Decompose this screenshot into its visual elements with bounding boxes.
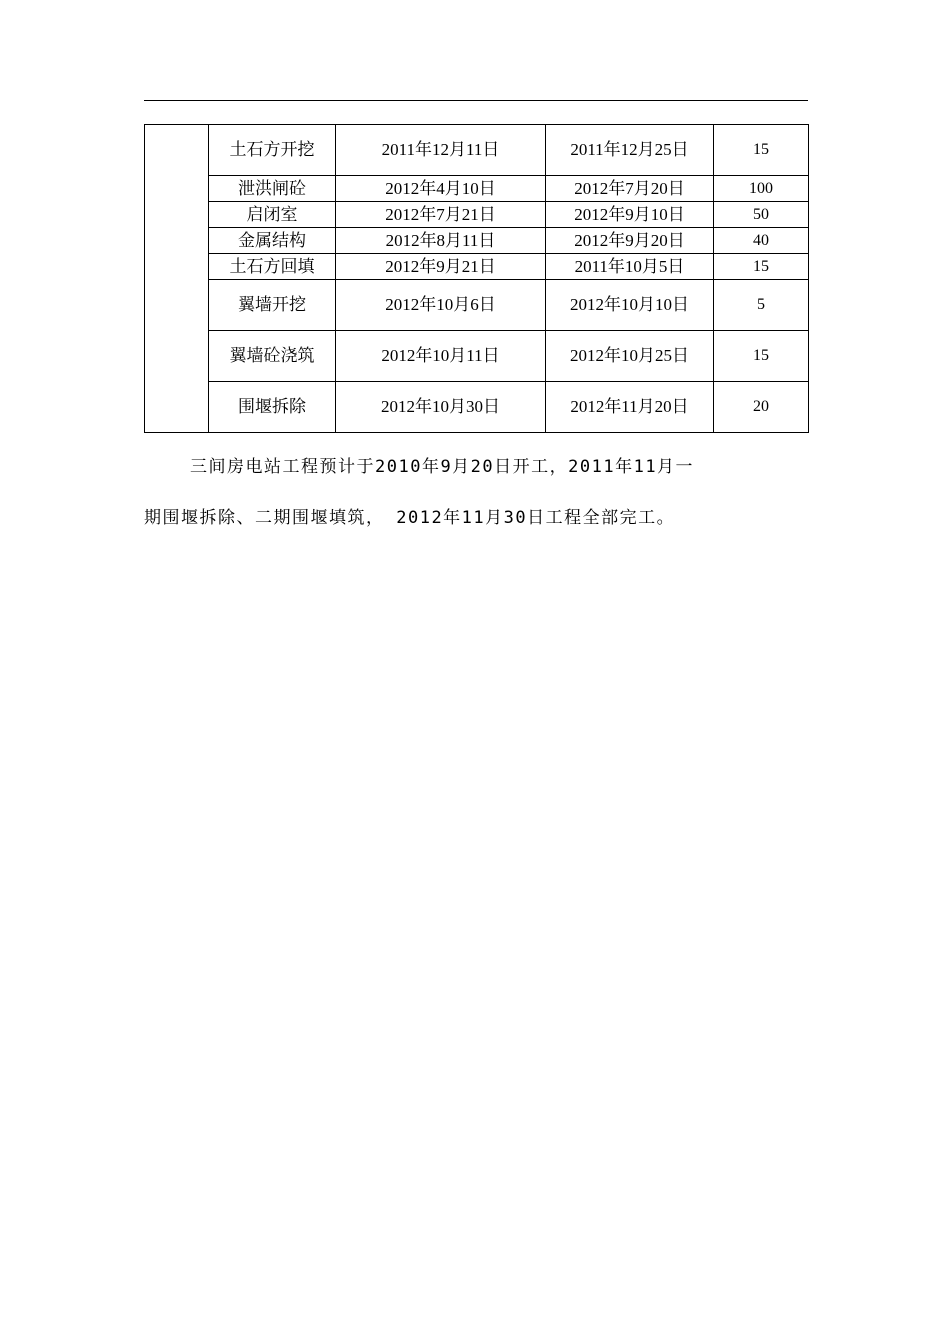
schedule-table-body	[145, 125, 809, 433]
task-cell: 翼墙开挖	[209, 280, 336, 331]
table-row	[145, 382, 809, 433]
duration-cell: 20	[714, 382, 809, 433]
start-date-cell: 2012年9月21日	[336, 254, 546, 280]
start-date-cell: 2012年4月10日	[336, 176, 546, 202]
end-date-cell: 2012年10月10日	[546, 280, 714, 331]
end-date-cell: 2012年10月25日	[546, 331, 714, 382]
end-date-cell: 2012年7月20日	[546, 176, 714, 202]
paragraph-line-1: 三间房电站工程预计于2010年9月20日开工，2011年11月一	[190, 457, 695, 477]
duration-cell: 50	[714, 202, 809, 228]
task-cell: 泄洪闸砼	[209, 176, 336, 202]
start-date-cell: 2012年10月30日	[336, 382, 546, 433]
end-date-cell: 2012年9月20日	[546, 228, 714, 254]
table-row	[145, 280, 809, 331]
task-cell: 土石方回填	[209, 254, 336, 280]
duration-cell: 100	[714, 176, 809, 202]
schedule-table	[144, 124, 809, 433]
table-row	[145, 331, 809, 382]
table-row	[145, 228, 809, 254]
paragraph-line-2: 期围堰拆除、二期围堰填筑， 2012年11月30日工程全部完工。	[144, 508, 676, 528]
start-date-cell: 2012年10月6日	[336, 280, 546, 331]
end-date-cell: 2012年9月10日	[546, 202, 714, 228]
table-row	[145, 176, 809, 202]
task-cell: 金属结构	[209, 228, 336, 254]
end-date-cell: 2011年12月25日	[546, 125, 714, 176]
start-date-cell: 2012年7月21日	[336, 202, 546, 228]
table-row	[145, 125, 809, 176]
duration-cell: 5	[714, 280, 809, 331]
task-cell: 土石方开挖	[209, 125, 336, 176]
start-date-cell: 2011年12月11日	[336, 125, 546, 176]
start-date-cell: 2012年10月11日	[336, 331, 546, 382]
task-cell: 围堰拆除	[209, 382, 336, 433]
header-rule	[144, 100, 808, 101]
duration-cell: 40	[714, 228, 809, 254]
table-row	[145, 254, 809, 280]
duration-cell: 15	[714, 331, 809, 382]
task-cell: 启闭室	[209, 202, 336, 228]
group-cell	[145, 125, 209, 433]
end-date-cell: 2012年11月20日	[546, 382, 714, 433]
table-row	[145, 202, 809, 228]
duration-cell: 15	[714, 254, 809, 280]
task-cell: 翼墙砼浇筑	[209, 331, 336, 382]
start-date-cell: 2012年8月11日	[336, 228, 546, 254]
duration-cell: 15	[714, 125, 809, 176]
end-date-cell: 2011年10月5日	[546, 254, 714, 280]
